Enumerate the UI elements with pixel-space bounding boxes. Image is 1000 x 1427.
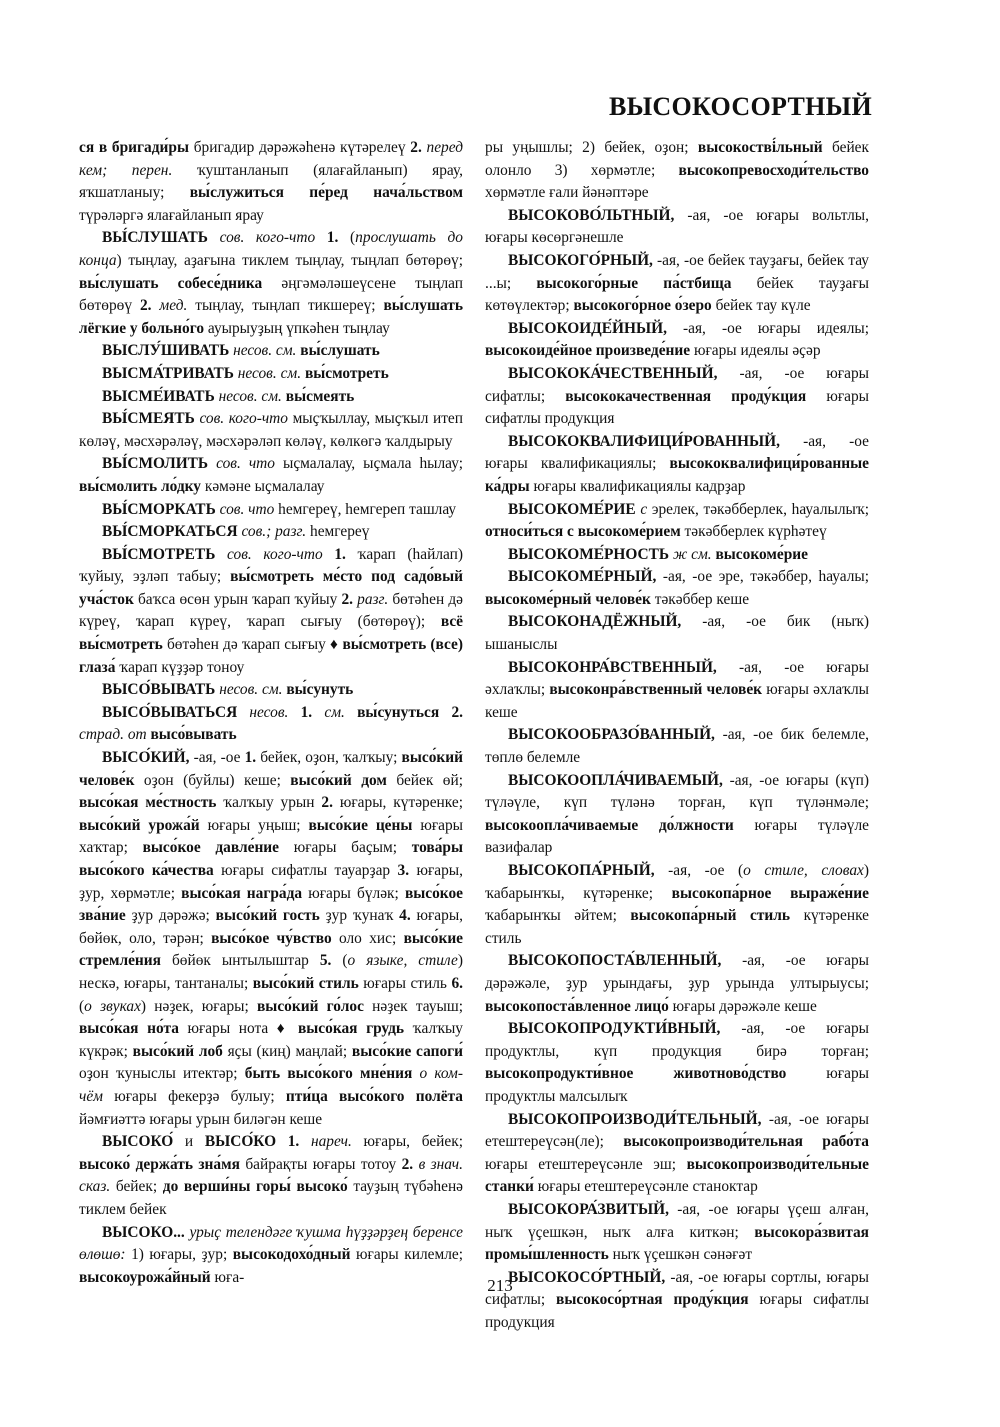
example-phrase: высокосо́ртная проду́кция: [556, 1291, 749, 1309]
translation-text: -ая, -ое эре, тәкәббер, һауалы;: [656, 568, 869, 586]
translation-text: тәкәбберлек күрһәтеү: [680, 523, 827, 541]
translation-text: бейек өй;: [386, 771, 463, 789]
dictionary-entry: [485, 1109, 869, 1199]
page-number: 213: [487, 1276, 513, 1295]
example-phrase: высо́кие це́ны: [308, 816, 413, 834]
headword: ВЫСОКОПРОДУКТИ́ВНЫЙ,: [508, 1020, 721, 1038]
translation-text: [323, 546, 335, 563]
grammar-note: сов. кого-что: [227, 545, 323, 563]
translation-text: юғары, бейек;: [351, 1133, 463, 1151]
translation-text: [345, 704, 357, 721]
grammar-note: сов.; разг.: [241, 523, 307, 541]
example-phrase: вы́смеять: [285, 387, 355, 405]
headword: ВЫСОКОМЕ́РНЫЙ,: [508, 568, 657, 586]
translation-text: -ая, -ое юғары (күп) түләүле, күп түләнә торған, күп түләнмәле;: [485, 771, 869, 812]
translation-text: [439, 704, 451, 721]
dictionary-entry: [79, 679, 463, 702]
example-phrase: вы́сунуться: [357, 703, 440, 721]
translation-text: бейек олонло 3) хөрмәтле;: [485, 139, 869, 179]
translation-text: [237, 704, 249, 721]
headword: ВЫСО́КО: [204, 1133, 277, 1151]
translation-text: бейек, оҙон, ҡалҡыу;: [256, 749, 402, 767]
example-phrase: всё вы́смотреть: [79, 613, 463, 654]
translation-text: ҙур дәрәжә;: [125, 907, 216, 925]
translation-text: -ая, -ое юғары сифатлы;: [485, 364, 869, 405]
example-phrase: вы́слушать: [300, 342, 380, 360]
example-phrase: высо́кий гость: [215, 907, 320, 925]
translation-text: юғары нота ♦: [178, 1020, 298, 1038]
translation-text: ҙур ҡунаҡ: [319, 907, 400, 925]
translation-text: юғары әхлаҡлы кеше: [485, 681, 869, 721]
dictionary-entry: [485, 137, 869, 205]
translation-text: [312, 704, 324, 721]
example-phrase: высо́кий го́лос: [257, 997, 364, 1015]
translation-text: [276, 1133, 288, 1150]
example-phrase: вы́сунуть: [286, 681, 354, 699]
translation-text: [215, 546, 227, 563]
example-phrase: высокоопла́чиваемые до́лжности: [485, 816, 734, 834]
dictionary-entry: [79, 227, 463, 340]
example-phrase: вы́смолить ло́дку: [79, 477, 201, 495]
translation-text: 1) юғары, ҙур;: [125, 1246, 233, 1264]
translation-text: ҡалҡыу күкрәк;: [79, 1020, 463, 1060]
translation-text: -ая, -ое бик (ныҡ) ышаныслы: [485, 613, 869, 654]
headword: ВЫ́СЛУШАТЬ: [102, 229, 208, 247]
translation-text: ауырыуҙың үпкәһен тыңлау: [204, 319, 390, 337]
headword: ВЫСО́КИЙ,: [102, 749, 190, 767]
headword: ВЫСОКОНАДЁЖНЫЙ,: [508, 613, 682, 631]
grammar-note: несов. см.: [218, 387, 282, 405]
translation-text: ныҡ үҫешкән сәнәғәт: [608, 1246, 753, 1264]
headword: ВЫСОКОВО́ЛЬТНЫЙ,: [508, 206, 675, 224]
grammar-note: о языке, стиле: [347, 952, 458, 970]
translation-text: (: [79, 997, 85, 1015]
example-phrase: быть высо́кого мне́ния: [244, 1065, 413, 1083]
grammar-note: сов. кого-что: [199, 410, 288, 428]
translation-text: бейек тауҙағы көтөүлектәр;: [485, 274, 869, 315]
translation-text: бөтәһен дә күреү, ҡарап күреү, ҡарап сығыу (бөтөрөү);: [79, 590, 463, 631]
example-phrase: высокопа́рный стиль: [630, 907, 791, 925]
grammar-note: несов. см.: [233, 342, 297, 360]
translation-text: юғары идеялы әҫәр: [690, 342, 821, 360]
translation-text: юғары түләүле вазифалар: [485, 816, 869, 857]
left-column: [79, 137, 463, 1289]
translation-text: -ая, -ое юғары сортлы, юғары сифатлы;: [485, 1268, 869, 1309]
translation-text: түрәләргә ялағайланып ярау: [79, 206, 264, 224]
dictionary-entry: [79, 363, 463, 386]
example-phrase: высококачественная проду́кция: [565, 387, 807, 405]
dictionary-entry: [79, 521, 463, 544]
translation-text: мыҫҡыллау, мыҫҡыл итеп көләү, мәсхәрәләү, мәсхәрәләп көләү, көлкөгә ҡалдырыу: [79, 410, 463, 450]
example-phrase: высокоме́рие: [715, 545, 808, 563]
dictionary-entry: [485, 566, 869, 611]
headword: ВЫСОКО...: [102, 1223, 185, 1241]
example-phrase: 1.: [334, 545, 346, 563]
translation-text: бейек;: [110, 1178, 163, 1196]
example-phrase: пти́ца высо́кого полёта: [285, 1087, 463, 1105]
headword: ВЫСОКОПОСТА́ВЛЕННЫЙ,: [508, 952, 722, 970]
headword: ВЫСОКОСО́РТНЫЙ,: [508, 1268, 666, 1286]
dictionary-entry: [79, 499, 463, 522]
translation-text: әңгәмәләшеүсене тыңлап бөтөрөү: [79, 274, 463, 315]
dictionary-entry: [485, 544, 869, 567]
grammar-note: о звуках: [84, 997, 141, 1015]
dictionary-entry: [79, 340, 463, 363]
dictionary-entry: [79, 544, 463, 680]
translation-text: яҫы (киң) маңлай;: [222, 1042, 352, 1060]
example-phrase: 3.: [397, 862, 410, 879]
translation-text: юғары, күтәренке;: [332, 794, 463, 812]
example-phrase: высо́вывать: [150, 726, 237, 744]
translation-text: тәкәббер кеше: [650, 590, 750, 608]
translation-text: оҙон ҡуныслы итектәр;: [79, 1065, 245, 1083]
example-phrase: высокого́рное о́зеро: [573, 297, 712, 315]
example-phrase: вы́смотреть ме́сто под садо́вый уча́сток: [79, 568, 463, 608]
example-phrase: высо́кий челове́к: [79, 749, 464, 789]
example-phrase: высо́кий лоб: [132, 1042, 223, 1060]
headword: ВЫСОКООПЛА́ЧИВАЕМЫЙ,: [508, 771, 723, 789]
example-phrase: высокодохо́дный: [232, 1246, 351, 1264]
grammar-note: нареч.: [310, 1133, 352, 1151]
translation-text: ыҫмалалау, ыҫмала һылау;: [274, 455, 464, 473]
translation-text: хөрмәтле ғали йәнәптәре: [485, 184, 649, 202]
headword: ВЫСОКОПА́РНЫЙ,: [508, 862, 655, 879]
headword: ВЫ́СМОРКАТЬ: [102, 500, 216, 518]
translation-text: бөйөк ынтылыштар: [160, 952, 320, 970]
example-phrase: высо́кие сапоги́: [351, 1042, 463, 1060]
dictionary-entry: [485, 950, 869, 1018]
example-phrase: высоконра́вственный челове́к: [549, 681, 763, 699]
grammar-note: в знач. сказ.: [79, 1155, 463, 1196]
example-phrase: высо́кое давле́ние: [142, 839, 280, 857]
dictionary-entry: [485, 363, 869, 431]
example-phrase: вы́смотреть (все) глаза́: [79, 636, 464, 676]
example-phrase: высо́кий стиль: [252, 974, 359, 992]
example-phrase: ся в бригади́ры: [79, 139, 189, 156]
example-phrase: высо́кая ме́стность: [79, 794, 217, 812]
example-phrase: высо́кое зва́ние: [79, 884, 463, 925]
translation-text: ҡуштанланып (ялағайланып) ярау, яҡшатланыу;: [79, 161, 463, 202]
translation-text: бөтәһен дә ҡарап сығыу ♦: [162, 636, 343, 654]
example-phrase: вы́смотреть: [304, 364, 389, 382]
grammar-note: разг.: [357, 590, 389, 608]
example-phrase: 1.: [287, 1133, 300, 1151]
dictionary-entry: [485, 250, 869, 318]
dictionary-entry: [485, 499, 869, 544]
translation-text: [208, 229, 220, 246]
example-phrase: высо́кий дом: [290, 771, 387, 789]
headword: ВЫСОКООБРАЗО́ВАННЫЙ,: [508, 726, 715, 744]
headword: ВЫСОКОГО́РНЫЙ,: [508, 251, 653, 269]
translation-text: бригадир дәрәжәһенә күтәрелеү: [188, 139, 411, 156]
example-phrase: высокостві́льный: [697, 139, 823, 156]
translation-text: [299, 1133, 311, 1150]
example-phrase: 1.: [244, 749, 257, 767]
translation-text: ) нескә, юғары, тантаналы;: [79, 952, 463, 992]
translation-text: [288, 704, 300, 721]
example-phrase: това́ры высо́кого ка́чества: [79, 839, 464, 879]
dictionary-entry: [485, 611, 869, 656]
translation-text: һемгереү: [306, 523, 370, 541]
translation-text: оҙон (буйлы) кеше;: [134, 771, 291, 789]
translation-text: юғары сифатлы тауарҙар: [213, 862, 398, 879]
right-column: [485, 137, 869, 1334]
example-phrase: высоко́ держа́ть зна́мя: [79, 1155, 240, 1173]
grammar-note: сов. кого-что: [219, 229, 316, 247]
translation-text: -ая, -ое юғары идеялы;: [666, 319, 869, 337]
grammar-note: о стиле, словах: [743, 862, 864, 879]
example-phrase: высо́кая но́та: [79, 1020, 179, 1038]
translation-text: юғары хаҡтар;: [79, 816, 463, 857]
example-phrase: высо́кое чу́вство: [211, 929, 332, 947]
grammar-note: сов. что: [216, 455, 275, 473]
example-phrase: высокопроизводи́тельная рабо́та: [623, 1133, 869, 1151]
translation-text: [208, 455, 216, 472]
translation-text: ры уңышлы; 2) бейек, оҙон;: [485, 139, 698, 156]
example-phrase: 5.: [319, 952, 332, 970]
grammar-note: урыҫ телендәге ҡушма һүҙҙәрҙең беренсе өлөшө:: [79, 1223, 463, 1264]
grammar-note: сов. что: [219, 500, 275, 518]
dictionary-entry: [485, 657, 869, 725]
dictionary-entry: [79, 386, 463, 409]
grammar-note: мед.: [159, 297, 188, 315]
headword: ВЫСОКОНРА́ВСТВЕННЫЙ,: [508, 658, 717, 676]
translation-text: тыңлау, тыңлап тикшереү;: [187, 297, 384, 315]
translation-text: күтәренке стиль: [485, 907, 869, 947]
example-phrase: высокоиде́йное произведе́ние: [485, 342, 691, 360]
example-phrase: 1.: [326, 229, 339, 247]
headword: ВЫСОКОМЕ́РНОСТЬ: [508, 545, 670, 563]
example-phrase: высокопа́рное выраже́ние: [671, 884, 869, 902]
translation-text: -ая, -ое (: [654, 862, 744, 879]
translation-text: -ая, -ое юғары вольтлы, юғары көсөргәнешле: [485, 206, 869, 247]
grammar-note: прослушать до конца: [79, 229, 463, 269]
headword: ВЫСОКОРА́ЗВИТЫЙ,: [508, 1200, 669, 1218]
translation-text: тауҙың түбәһенә тиклем бейек: [79, 1178, 464, 1218]
translation-text: һемгереү, һемгереп ташлау: [274, 500, 457, 518]
translation-text: юға-: [210, 1268, 245, 1286]
example-phrase: 2.: [321, 794, 333, 812]
translation-text: ) тыңлау, аҙағына тиклем тыңлау, тыңлап бөтөрөү;: [116, 251, 463, 269]
grammar-note: несов.: [249, 703, 289, 721]
example-phrase: высокопоста́вленное лицо́: [485, 997, 669, 1015]
translation-text: -ая, -ое юғары продуктлы, күп продукция бирә торған;: [485, 1020, 869, 1060]
translation-text: юғары дәрәжәле кеше: [668, 997, 817, 1015]
translation-text: -ая, -ое юғары әхлаҡлы;: [485, 658, 869, 699]
example-phrase: до верши́ны горы́ высоко́: [162, 1178, 348, 1196]
example-phrase: высокопродукти́вное животново́дство: [485, 1065, 787, 1083]
headword: ВЫ́СМОТРЕТЬ: [102, 545, 216, 563]
example-phrase: высо́кая грудь: [297, 1020, 405, 1038]
example-phrase: относи́ться с высокоме́рием: [485, 523, 681, 541]
translation-text: ҡарап (һайлап) ҡуйыу, эҙләп табыу;: [79, 545, 463, 586]
translation-text: оло хис;: [331, 929, 404, 947]
dictionary-entry: [79, 747, 463, 1131]
headword: ВЫСОКОКВАЛИФИЦИ́РОВАННЫЙ,: [508, 432, 780, 450]
translation-text: -ая, -ое: [189, 749, 245, 767]
grammar-note: ж см.: [672, 545, 712, 563]
translation-text: -ая, -ое бейек тауҙағы, бейек тау ...ы;: [485, 251, 869, 292]
headword: ВЫСОКОКА́ЧЕСТВЕННЫЙ,: [508, 364, 718, 382]
translation-text: бейек тау күле: [711, 297, 811, 315]
translation-text: йәмғиәттә юғары урын биләгән кеше: [79, 1110, 323, 1128]
grammar-note: несов. см.: [219, 681, 283, 699]
translation-text: ҡабарынҡы әйтем;: [485, 907, 631, 925]
headword: ВЫ́СМОРКАТЬСЯ: [102, 523, 238, 541]
headword: ВЫСО́ВЫВАТЬСЯ: [102, 703, 238, 721]
translation-text: -ая, -ое бик белемле, төплө белемле: [485, 726, 869, 767]
translation-text: юғары етештереүсәнле станоктар: [533, 1178, 758, 1196]
grammar-note: страд. от: [79, 726, 147, 744]
translation-text: [315, 229, 327, 246]
translation-text: -ая, -ое юғары дәрәжәле, ҙур урындағы, ҙур урында ултырыусы;: [485, 952, 869, 992]
example-phrase: вы́слушать собесе́дника: [79, 274, 263, 292]
dictionary-entry: [485, 318, 869, 363]
headword: ВЫСОКОПРОИЗВОДИ́ТЕЛЬНЫЙ,: [508, 1110, 762, 1128]
dictionary-entry: [485, 1018, 869, 1108]
translation-text: юғары уңыш;: [199, 816, 309, 834]
translation-text: кәмәне ыҫмалалау: [201, 477, 325, 495]
translation-text: -ая, -ое юғары квалификациялы;: [485, 432, 869, 473]
translation-text: нәҙек тауыш;: [363, 997, 463, 1015]
example-phrase: 2.: [401, 1155, 414, 1173]
headword: ВЫ́СМОЛИТЬ: [102, 455, 209, 473]
dictionary-entry: [485, 431, 869, 499]
dictionary-entry: [485, 724, 869, 769]
dictionary-entry: [485, 1199, 869, 1267]
translation-text: юғары, бөйөк, оло, тәрән;: [79, 907, 464, 947]
example-phrase: высокора́звитая промы́шленность: [485, 1223, 869, 1264]
running-head: ВЫСОКОСОРТНЫЙ: [608, 92, 872, 121]
example-phrase: высокопревосходи́тельство: [678, 161, 869, 179]
dictionary-entry: [79, 702, 463, 747]
headword: ВЫСЛУ́ШИВАТЬ: [102, 342, 230, 360]
translation-text: -ая, -ое юғары етештереүсән(ле);: [485, 1110, 869, 1151]
dictionary-entry: [485, 770, 869, 860]
example-phrase: 6.: [451, 974, 464, 992]
translation-text: и: [173, 1133, 205, 1151]
translation-text: ҡалҡыу урын: [216, 794, 322, 812]
translation-text: юғары етештереүсәнле эш;: [485, 1155, 687, 1173]
example-phrase: высокопроизводи́тельные станки́: [485, 1155, 869, 1196]
translation-text: байрақты юғары тотоу: [239, 1155, 402, 1173]
translation-text: юғары квалификациялы кадрҙар: [529, 477, 746, 495]
headword: ВЫСОКОМЕ́РИЕ: [508, 500, 636, 518]
headword: ВЫСО́ВЫВАТЬ: [102, 681, 216, 699]
example-phrase: высо́кий урожа́й: [79, 816, 200, 834]
translation-text: юғары стиль: [358, 974, 452, 992]
translation-text: (: [338, 229, 356, 247]
translation-text: юғары, ҙур, хөрмәтле;: [79, 862, 464, 902]
example-phrase: высо́кие стремле́ния: [79, 929, 464, 970]
example-phrase: высокоме́рный челове́к: [485, 590, 651, 608]
dictionary-entry: [79, 1131, 463, 1221]
dictionary-entry: [485, 860, 869, 950]
translation-text: ҡарап күҙҙәр тоноу: [115, 658, 245, 676]
example-phrase: высокого́рные па́стбища: [536, 274, 732, 292]
dictionary-entry: [79, 453, 463, 498]
dictionary-entry: [79, 137, 463, 227]
translation-text: юғары фекерҙә булыу;: [103, 1087, 286, 1105]
example-phrase: высококвалифици́рованные ка́дры: [485, 455, 869, 495]
example-phrase: 2.: [451, 703, 463, 721]
grammar-note: с: [640, 500, 648, 518]
headword: ВЫСОКО́: [102, 1133, 174, 1151]
translation-text: юғары сифатлы продукция: [485, 1291, 869, 1331]
example-phrase: вы́служиться пе́ред нача́льством: [189, 184, 464, 202]
translation-text: (: [331, 952, 348, 970]
example-phrase: 4.: [399, 907, 411, 925]
headword: ВЫ́СМЕЯТЬ: [102, 410, 195, 428]
grammar-note: несов. см.: [237, 364, 302, 382]
translation-text: юғары продуктлы малсылыҡ: [485, 1065, 869, 1105]
example-phrase: высокоурожа́йный: [79, 1268, 211, 1286]
translation-text: юғары баҫым;: [279, 839, 412, 857]
translation-text: юғары бүләк;: [302, 884, 405, 902]
example-phrase: 2.: [139, 297, 152, 315]
example-phrase: 1.: [300, 703, 313, 721]
grammar-note: см.: [324, 703, 345, 721]
translation-text: юғары сифатлы продукция: [485, 387, 870, 428]
headword: ВЫСОКОИДЕ́ЙНЫЙ,: [508, 319, 667, 337]
translation-text: эрелек, тәкәбберлек, һауалылыҡ;: [647, 500, 869, 518]
example-phrase: вы́слушать лёгкие у больно́го: [79, 297, 463, 337]
grammar-note: перед кем; перен.: [79, 139, 463, 179]
example-phrase: 2.: [341, 590, 353, 608]
example-phrase: 2.: [410, 139, 422, 156]
translation-text: баҡса өсөн урын ҡарап ҡуйыу: [133, 590, 342, 608]
grammar-note: о ком-чём: [79, 1065, 463, 1105]
dictionary-entry: [485, 205, 869, 250]
example-phrase: высо́кая награ́да: [181, 884, 303, 902]
dictionary-entry: [79, 408, 463, 453]
headword: ВЫСМА́ТРИВАТЬ: [102, 364, 234, 382]
translation-text: ) нәҙек, юғары;: [140, 997, 257, 1015]
translation-text: юғары килемле;: [350, 1246, 463, 1264]
translation-text: -ая, -ое юғары үҫеш алған, ныҡ үҫешкән, ныҡ алға киткән;: [485, 1200, 869, 1241]
headword: ВЫСМЕ́ИВАТЬ: [102, 387, 215, 405]
translation-text: ) ҡабарынҡы, күтәренке;: [485, 862, 869, 902]
